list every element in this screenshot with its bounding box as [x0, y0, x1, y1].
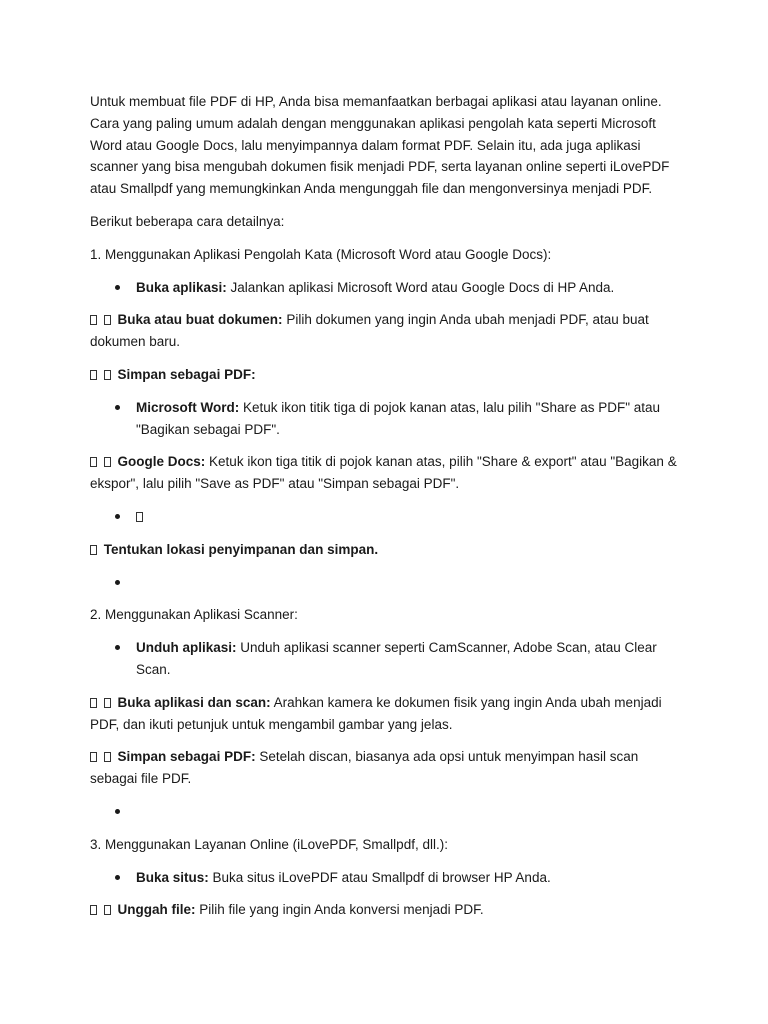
section-1-heading: 1. Menggunakan Aplikasi Pengolah Kata (Microsoft Word atau Google Docs): [90, 246, 552, 262]
bold-label: Buka situs: [136, 869, 209, 885]
missing-glyph-icon [90, 752, 97, 762]
item-text: Jalankan aplikasi Microsoft Word atau Google Docs di HP Anda. [226, 279, 615, 295]
section-2-paragraph-1 [90, 692, 680, 736]
section-1-paragraph-2 [90, 364, 680, 386]
list-item [90, 867, 680, 889]
list-item [90, 637, 680, 681]
missing-glyph-icon [104, 315, 111, 325]
section-1-list-3 [90, 506, 680, 528]
bold-label: Buka atau buat dokumen: [117, 312, 283, 328]
paragraph-text: Ketuk ikon tiga titik di pojok kanan atas, pilih "Share & export" atau "Bagikan & ekspor", lalu pilih "Save as PDF" atau "Simpan sebagai PDF". [90, 454, 677, 492]
list-item [90, 801, 680, 823]
item-text: Unduh aplikasi scanner seperti CamScanner, Adobe Scan, atau Clear Scan. [136, 640, 657, 677]
section-3-heading: 3. Menggunakan Layanan Online (iLovePDF, Smallpdf, dll.): [90, 836, 448, 852]
lead-paragraph: Berikut beberapa cara detailnya: [90, 213, 285, 229]
missing-glyph-icon [104, 698, 111, 708]
section-1-paragraph-3 [90, 451, 680, 495]
bold-label: Buka aplikasi dan scan: [117, 694, 271, 710]
bold-label: Simpan sebagai PDF: [117, 749, 256, 765]
bold-label: Unggah file: [117, 902, 196, 918]
missing-glyph-icon [90, 905, 97, 915]
paragraph-text: Setelah discan, biasanya ada opsi untuk menyimpan hasil scan sebagai file PDF. [90, 749, 639, 787]
bold-label: Microsoft Word: [136, 399, 240, 415]
list-item [90, 397, 680, 441]
section-2-list-2 [90, 801, 680, 823]
bold-label: Google Docs: [117, 454, 206, 470]
paragraph-text: Pilih dokumen yang ingin Anda ubah menjadi PDF, atau buat dokumen baru. [90, 312, 649, 350]
section-1-paragraph-4 [90, 539, 680, 561]
section-1-list-2 [90, 397, 680, 441]
section-2-heading: 2. Menggunakan Aplikasi Scanner: [90, 607, 298, 623]
bold-label: Buka aplikasi: [136, 279, 227, 295]
bold-label: Simpan sebagai PDF: [117, 366, 256, 382]
section-3-paragraph-1 [90, 899, 680, 921]
missing-glyph-icon [90, 315, 97, 325]
missing-glyph-icon [104, 752, 111, 762]
missing-glyph-icon [90, 457, 97, 467]
item-text: Ketuk ikon titik tiga di pojok kanan atas, lalu pilih "Share as PDF" atau "Bagikan sebagai PDF". [136, 399, 661, 437]
missing-glyph-icon [90, 370, 97, 380]
paragraph-text: Pilih file yang ingin Anda konversi menjadi PDF. [195, 902, 484, 918]
section-2-list-1 [90, 637, 680, 681]
item-text: Buka situs iLovePDF atau Smallpdf di browser HP Anda. [208, 869, 551, 885]
section-1-list-4 [90, 572, 680, 594]
section-1-list-1 [90, 277, 680, 299]
document-body [90, 91, 680, 932]
section-2-paragraph-2 [90, 746, 680, 790]
bold-label: Tentukan lokasi penyimpanan dan simpan. [103, 541, 379, 557]
missing-glyph-icon [136, 512, 143, 522]
missing-glyph-icon [104, 370, 111, 380]
section-3-list-1 [90, 867, 680, 889]
missing-glyph-icon [104, 905, 111, 915]
missing-glyph-icon [90, 545, 97, 555]
missing-glyph-icon [104, 457, 111, 467]
intro-paragraph: Untuk membuat file PDF di HP, Anda bisa memanfaatkan berbagai aplikasi atau layanan online. Cara yang paling umum adalah dengan menggunakan aplikasi pengolah kata seperti Microsoft Word atau Google Docs, lalu menyimpannya dalam format PDF. Selain itu, ada juga aplikasi scanner yang bisa mengubah dokumen fisik menjadi PDF, serta layanan online seperti iLovePDF atau Smallpdf yang memungkinkan Anda mengunggah file dan mengonversinya menjadi PDF. [90, 94, 670, 197]
paragraph-text: Arahkan kamera ke dokumen fisik yang ingin Anda ubah menjadi PDF, dan ikuti petunjuk untuk mengambil gambar yang jelas. [90, 694, 662, 732]
bold-label: Unduh aplikasi: [136, 640, 237, 656]
missing-glyph-icon [90, 698, 97, 708]
list-item [90, 277, 680, 299]
section-1-paragraph-1 [90, 309, 680, 353]
list-item [90, 506, 680, 528]
list-item [90, 572, 680, 594]
